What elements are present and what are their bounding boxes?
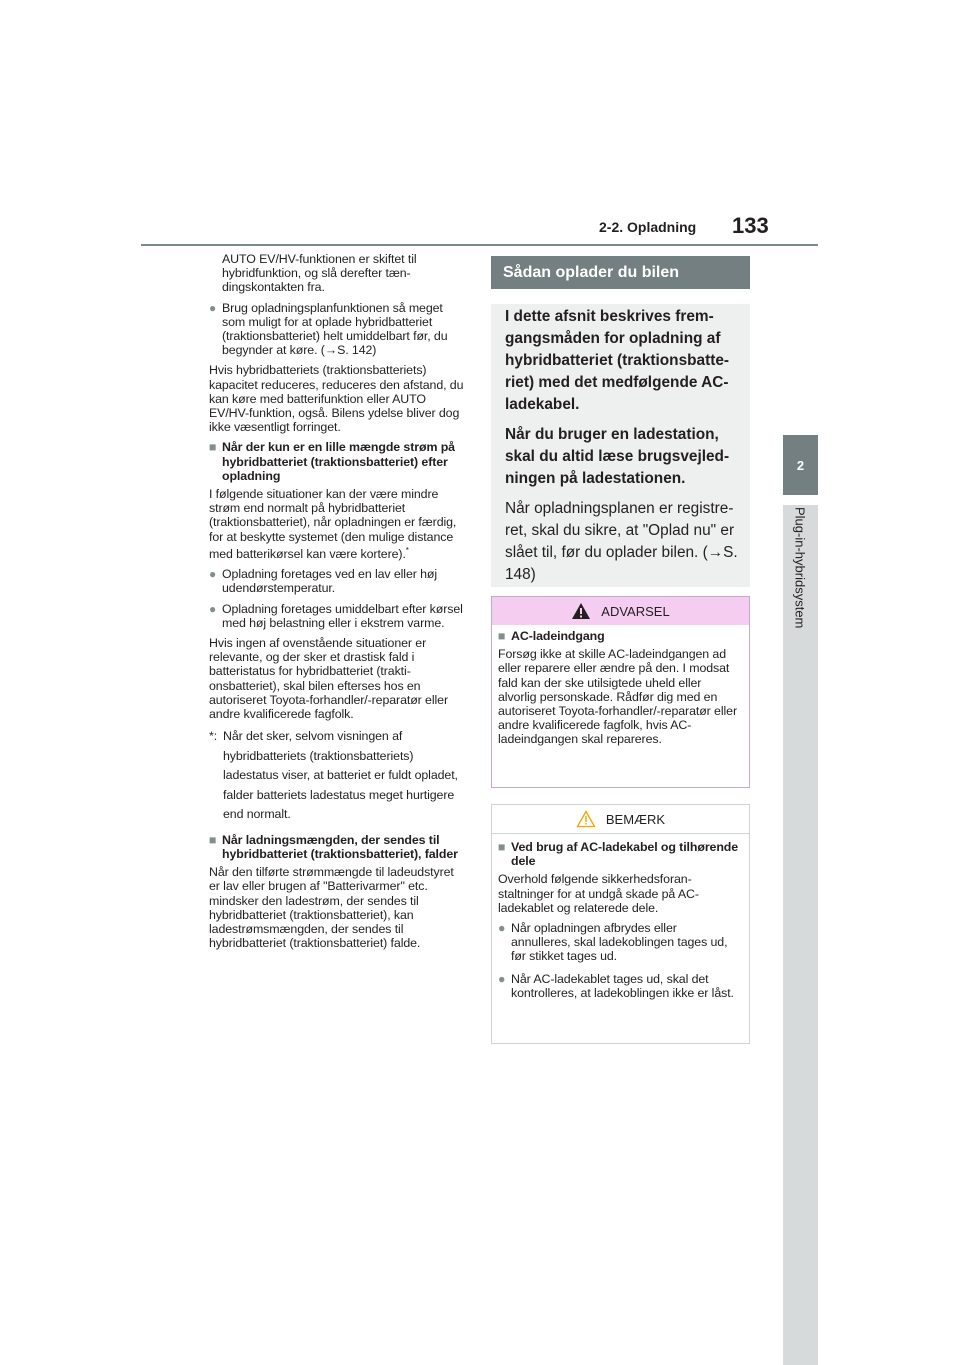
bullet-icon: ● — [498, 921, 506, 936]
bullet-text: Opladning foretages umiddelbart efter kørsel med høj belastning eller i ekstrem varme. — [222, 601, 463, 630]
warning-title: ADVARSEL — [601, 603, 670, 619]
footnote — [209, 727, 467, 825]
bullet-text: Når opladningen afbrydes eller annulleres, skal ladekoblingen tages ud, før stikket tages ud. — [511, 921, 728, 964]
caution-icon — [576, 810, 596, 828]
warning-subheading — [498, 629, 739, 643]
bullet-text: Brug opladningsplanfunktionen så meget som muligt for at oplade hybridbatteriet (traktionsbatteriet) helt umiddelbart før, du begynder at køre. (→S. 142) — [222, 300, 448, 358]
notice-header — [492, 805, 749, 834]
paragraph: Hvis hybridbatteriets (traktionsbatteriets) kapacitet reduceres, reduceres den afstand, du kan køre med batterifunktion eller AUTO EV/HV-funktion, også. Bilens ydelse bliver dog ikke væsentligt forringet. — [209, 363, 464, 435]
continued-text: AUTO EV/HV-funktionen er skiftet til hybridfunktion, og slå derefter tændingskontakten fra. — [222, 252, 417, 295]
section-banner — [491, 256, 750, 289]
intro-box — [491, 304, 750, 587]
square-bullet-icon: ■ — [498, 629, 506, 643]
header-divider — [141, 244, 818, 246]
paragraph-text: I følgende situationer kan der være mindre strøm end normalt på hybridbatteriet (traktionsbatteriet), når opladningen er færdig, for at beskytte systemet (den mulige distance med batterikørsel kan være kortere). — [209, 487, 457, 561]
paragraph: Når den tilførte strømmængde til ladeudstyret er lav eller brugen af "Batterivarmer" etc. mindsker den ladestrøm, der sendes til hybridbatteriet (traktionsbatteriet), kan ladestrømsmængden, der sendes til hybridbatteriet (traktionsbatteriet) falde. — [209, 865, 454, 951]
notice-title: BEMÆRK — [605, 811, 666, 827]
section-banner-title: Sådan oplader du bilen — [503, 263, 680, 281]
intro-paragraph: Når opladningsplanen er registreret, skal du sikre, at "Oplad nu" er slået til, før du oplader bilen. (→S. 148) — [505, 500, 738, 583]
subheading — [209, 440, 467, 483]
notice-subheading-text: Ved brug af AC-ladekabel og tilhørende dele — [511, 840, 739, 869]
chapter-title-vertical — [787, 507, 813, 657]
bullet-text: Når AC-ladekablet tages ud, skal det kontrolleres, at ladekoblingen ikke er låst. — [511, 971, 734, 1000]
list-item — [209, 301, 467, 358]
section-title: 2-2. Opladning — [599, 219, 697, 235]
warning-body — [492, 625, 749, 747]
paragraph — [209, 487, 467, 561]
bullet-icon: ● — [209, 601, 217, 616]
list-item — [498, 921, 739, 964]
warning-header — [492, 597, 749, 625]
list-item — [498, 972, 739, 1000]
chapter-number: 2 — [796, 457, 805, 473]
notice-subheading — [498, 840, 739, 868]
list-item — [209, 567, 467, 595]
list-item — [209, 602, 467, 630]
warning-box — [491, 596, 750, 788]
footnote-mark: *: — [209, 729, 218, 744]
paragraph: Hvis ingen af ovenstående situationer er relevante, og der sker et drastisk fald i batteristatus for hybridbatteriet (traktionsbatteriet), skal bilen efterses hos en autoriseret Toyota-forhandler/-reparatør eller andre kvalificerede fagfolk. — [209, 636, 448, 722]
footnote-marker: * — [405, 545, 409, 555]
square-bullet-icon: ■ — [498, 840, 506, 854]
bullet-icon: ● — [209, 300, 217, 315]
page-number: 133 — [732, 213, 769, 238]
subheading — [209, 833, 467, 861]
intro-paragraph: Når du bruger en ladestation, skal du altid læse brugsvejledningen på ladestationen. — [505, 426, 730, 487]
warning-icon — [571, 602, 591, 620]
square-bullet-icon: ■ — [209, 440, 217, 455]
footnote-text: Når det sker, selvom visningen af hybridbatteriets (traktionsbatteriets) ladestatus viser, at batteriet er fuldt opladet, falder batteriets ladestatus meget hurtigere end normalt. — [223, 729, 458, 822]
bullet-icon: ● — [498, 971, 506, 986]
square-bullet-icon: ■ — [209, 832, 217, 847]
notice-box — [491, 804, 750, 1044]
warning-text: Forsøg ikke at skille AC-ladeindgangen ad eller reparere eller ændre på den. I modsat fald kan der ske utilsigtede uheld eller alvorlig personskade. Rådfør dig med en autoriseret Toyota-forhandler/-reparatør eller andre kvalificerede fagfolk, hvis AC-ladeindgangen skal repareres. — [498, 647, 737, 747]
intro-paragraph: I dette afsnit beskrives fremgangsmåden for opladning af hybridbatteriet (traktionsbatteriet) med det medfølgende AC-ladekabel. — [505, 308, 730, 413]
bullet-icon: ● — [209, 567, 217, 582]
bullet-text: Opladning foretages ved en lav eller høj udendørstemperatur. — [222, 567, 438, 596]
notice-body — [492, 834, 749, 1000]
chapter-title: Plug-in-hybridsystem — [792, 507, 808, 629]
left-column — [209, 252, 467, 956]
warning-subheading-text: AC-ladeindgang — [511, 629, 605, 643]
subheading-text: Når der kun er en lille mængde strøm på hybridbatteriet (traktionsbatteriet) efter opladning — [222, 440, 455, 483]
chapter-tab — [783, 435, 818, 495]
subheading-text: Når ladningsmængden, der sendes til hybridbatteriet (traktionsbatteriet), falder — [222, 832, 458, 861]
notice-text: Overhold følgende sikkerhedsforanstaltninger for at undgå skade på AC-ladekablet og relaterede dele. — [498, 872, 699, 915]
